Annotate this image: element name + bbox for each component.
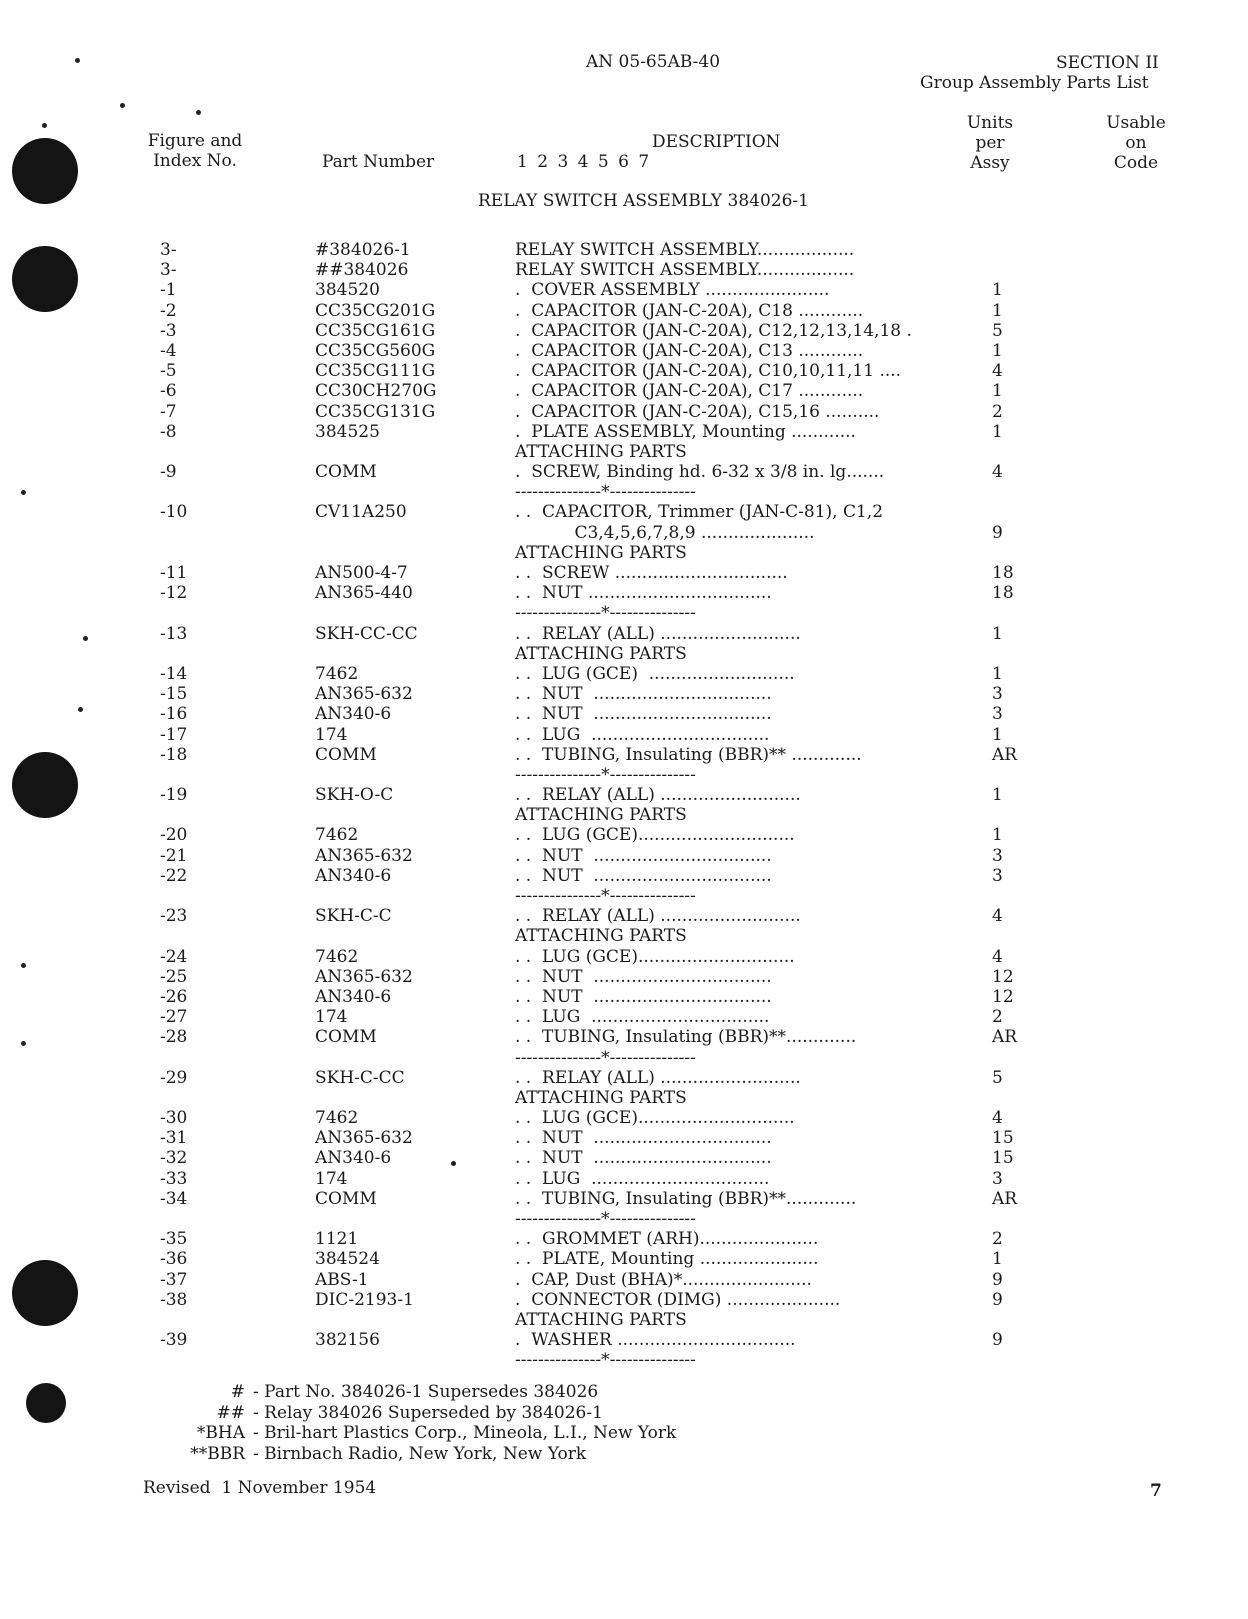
figure-index-cell: -26 <box>160 986 188 1007</box>
table-row <box>0 523 1248 543</box>
part-number-cell: AN340-6 <box>315 704 392 725</box>
table-row <box>0 1330 1248 1350</box>
description-cell: . WASHER ................................. <box>515 1330 796 1351</box>
description-cell: ATTACHING PARTS <box>515 926 687 947</box>
units-cell: 4 <box>992 1108 1003 1129</box>
description-cell: . . LUG (GCE)............................. <box>515 1108 795 1129</box>
table-row <box>0 603 1248 623</box>
table-row <box>0 866 1248 886</box>
figure-index-cell: -4 <box>160 340 177 361</box>
table-row <box>0 1189 1248 1209</box>
table-row <box>0 825 1248 845</box>
units-cell: 1 <box>992 381 1003 402</box>
footnote-symbol: *BHA <box>196 1423 245 1443</box>
figure-index-cell: -27 <box>160 1007 188 1028</box>
units-cell: 15 <box>992 1128 1014 1149</box>
figure-index-cell: -3 <box>160 320 177 341</box>
description-cell: C3,4,5,6,7,8,9 ..................... <box>515 522 815 543</box>
description-cell: . . NUT ................................. <box>515 1128 772 1149</box>
part-number-cell: COMM <box>315 744 377 765</box>
part-number-cell: SKH-C-CC <box>315 1067 405 1088</box>
punch-hole <box>26 1383 66 1423</box>
description-cell: . . CAPACITOR, Trimmer (JAN-C-81), C1,2 <box>515 502 884 523</box>
table-row <box>0 361 1248 381</box>
part-number-cell: AN340-6 <box>315 865 392 886</box>
figure-index-cell: -30 <box>160 1108 188 1129</box>
description-cell: . CAPACITOR (JAN-C-20A), C15,16 .......... <box>515 401 880 422</box>
description-cell: . SCREW, Binding hd. 6-32 x 3/8 in. lg....... <box>515 462 885 483</box>
table-row <box>0 321 1248 341</box>
footnote-symbol: # <box>230 1382 245 1402</box>
part-number-cell: CC35CG131G <box>315 401 436 422</box>
figure-index-cell: -37 <box>160 1269 188 1290</box>
table-row <box>0 785 1248 805</box>
footnote-text: - Relay 384026 Superseded by 384026-1 <box>253 1402 603 1423</box>
speck <box>75 58 80 63</box>
punch-hole <box>12 138 78 204</box>
figure-index-cell: -10 <box>160 502 188 523</box>
parts-list <box>0 240 1248 1371</box>
speck <box>120 103 125 108</box>
part-number-cell: 384520 <box>315 280 380 301</box>
part-number-cell: AN365-440 <box>315 583 413 604</box>
units-cell: 3 <box>992 865 1003 886</box>
units-cell: 2 <box>992 1007 1003 1028</box>
description-cell: ---------------*--------------- <box>515 1209 696 1229</box>
table-row <box>0 1310 1248 1330</box>
part-number-cell: AN365-632 <box>315 966 413 987</box>
description-cell: . . RELAY (ALL) .......................... <box>515 785 801 806</box>
part-number-cell: AN340-6 <box>315 1148 392 1169</box>
column-header-line: per <box>975 133 1005 153</box>
column-header-line: Code <box>1113 153 1159 173</box>
table-row <box>0 260 1248 280</box>
table-row <box>0 805 1248 825</box>
units-cell: 15 <box>992 1148 1014 1169</box>
units-cell: 18 <box>992 563 1014 583</box>
description-cell: . . LUG (GCE)............................. <box>515 825 795 846</box>
figure-index-cell: -38 <box>160 1289 188 1310</box>
description-cell: RELAY SWITCH ASSEMBLY.................. <box>515 240 855 260</box>
figure-index-cell: -9 <box>160 462 177 483</box>
figure-index-cell: -15 <box>160 684 188 705</box>
description-cell: . . NUT ................................. <box>515 966 772 987</box>
figure-index-cell: -19 <box>160 785 188 806</box>
units-cell: 9 <box>992 522 1003 543</box>
table-row <box>0 1108 1248 1128</box>
column-header-line: on <box>1125 133 1147 153</box>
table-row <box>0 1249 1248 1269</box>
revision-date: Revised 1 November 1954 <box>143 1478 377 1498</box>
part-number-cell: 1121 <box>315 1229 359 1250</box>
units-cell: 1 <box>992 340 1003 361</box>
units-cell: 2 <box>992 401 1003 422</box>
table-row <box>0 301 1248 321</box>
part-number-cell: SKH-CC-CC <box>315 623 418 644</box>
part-number-cell: ABS-1 <box>315 1269 369 1290</box>
units-cell: 3 <box>992 684 1003 705</box>
description-cell: . . TUBING, Insulating (BBR)**............. <box>515 1027 857 1048</box>
table-row <box>0 926 1248 946</box>
table-row <box>0 502 1248 522</box>
table-row <box>0 543 1248 563</box>
description-cell: . . NUT ................................. <box>515 986 772 1007</box>
description-cell: . . GROMMET (ARH)...................... <box>515 1229 819 1250</box>
table-row <box>0 1128 1248 1148</box>
table-row <box>0 462 1248 482</box>
units-cell: AR <box>992 1188 1018 1209</box>
table-row <box>0 1027 1248 1047</box>
units-cell: 1 <box>992 825 1003 846</box>
description-cell: ATTACHING PARTS <box>515 1309 687 1330</box>
part-number-cell: COMM <box>315 1188 377 1209</box>
description-cell: . . NUT ................................. <box>515 845 772 866</box>
part-number-cell: ##384026 <box>315 260 409 281</box>
table-row <box>0 846 1248 866</box>
figure-index-cell: -12 <box>160 583 188 604</box>
units-cell: 5 <box>992 1067 1003 1088</box>
part-number-cell: CC35CG201G <box>315 300 436 321</box>
page-number: 7 <box>1150 1481 1162 1501</box>
description-cell: . . SCREW ................................ <box>515 563 788 583</box>
table-row <box>0 1290 1248 1310</box>
figure-index-cell: -16 <box>160 704 188 725</box>
description-cell: ---------------*--------------- <box>515 1350 696 1371</box>
description-cell: . . PLATE, Mounting ...................... <box>515 1249 819 1270</box>
figure-index-cell: -36 <box>160 1249 188 1270</box>
units-cell: 12 <box>992 986 1014 1007</box>
description-cell: RELAY SWITCH ASSEMBLY.................. <box>515 260 855 281</box>
table-row <box>0 1088 1248 1108</box>
units-cell: AR <box>992 744 1018 765</box>
table-row <box>0 280 1248 300</box>
description-cell: . . NUT .................................. <box>515 583 772 604</box>
table-row <box>0 684 1248 704</box>
table-row <box>0 745 1248 765</box>
table-row <box>0 402 1248 422</box>
description-cell: . . TUBING, Insulating (BBR)** ............. <box>515 744 862 765</box>
figure-index-cell: 3- <box>160 240 177 260</box>
units-cell: 1 <box>992 724 1003 745</box>
description-cell: ATTACHING PARTS <box>515 643 687 664</box>
figure-index-cell: -6 <box>160 381 177 402</box>
description-cell: . . TUBING, Insulating (BBR)**............. <box>515 1188 857 1209</box>
units-cell: 4 <box>992 361 1003 382</box>
table-row <box>0 987 1248 1007</box>
part-number-cell: COMM <box>315 462 377 483</box>
description-cell: ATTACHING PARTS <box>515 542 687 563</box>
part-number-cell: SKH-O-C <box>315 785 394 806</box>
column-header-line: Index No. <box>153 151 237 171</box>
section-title: Group Assembly Parts List <box>920 73 1149 93</box>
part-number-cell: #384026-1 <box>315 240 411 260</box>
part-number-cell: AN500-4-7 <box>315 563 408 583</box>
units-cell: 1 <box>992 300 1003 321</box>
table-row <box>0 624 1248 644</box>
figure-index-cell: -39 <box>160 1330 188 1351</box>
table-row <box>0 583 1248 603</box>
footnote-text: - Bril-hart Plastics Corp., Mineola, L.I., New York <box>253 1423 677 1443</box>
column-header-levels: 1 2 3 4 5 6 7 <box>517 152 650 172</box>
units-cell: 2 <box>992 1229 1003 1250</box>
table-row <box>0 664 1248 684</box>
description-cell: . PLATE ASSEMBLY, Mounting ............ <box>515 421 856 442</box>
column-header-line: Units <box>966 113 1014 133</box>
table-row <box>0 1048 1248 1068</box>
description-cell: . COVER ASSEMBLY ....................... <box>515 280 830 301</box>
part-number-cell: CC35CG161G <box>315 320 436 341</box>
assembly-title: RELAY SWITCH ASSEMBLY 384026-1 <box>478 191 809 211</box>
doc-number: AN 05-65AB-40 <box>586 52 721 72</box>
column-header-line: Figure and <box>147 131 243 151</box>
part-number-cell: CC35CG560G <box>315 340 436 361</box>
table-row <box>0 967 1248 987</box>
description-cell: ---------------*--------------- <box>515 886 696 906</box>
table-row <box>0 1209 1248 1229</box>
table-row <box>0 482 1248 502</box>
units-cell: 4 <box>992 946 1003 967</box>
description-cell: . CAPACITOR (JAN-C-20A), C12,12,13,14,18 . <box>515 320 912 341</box>
figure-index-cell: -11 <box>160 563 188 583</box>
table-row <box>0 1068 1248 1088</box>
table-row <box>0 1169 1248 1189</box>
units-cell: 12 <box>992 966 1014 987</box>
footnote-text: - Birnbach Radio, New York, New York <box>253 1443 587 1464</box>
description-cell: . CAPACITOR (JAN-C-20A), C17 ............ <box>515 381 864 402</box>
units-cell: 1 <box>992 663 1003 684</box>
description-cell: . . LUG ................................. <box>515 724 770 745</box>
column-header-figure-index <box>130 131 260 171</box>
part-number-cell: 7462 <box>315 825 359 846</box>
part-number-cell: AN365-632 <box>315 684 413 705</box>
part-number-cell: 384524 <box>315 1249 380 1270</box>
table-row <box>0 1229 1248 1249</box>
part-number-cell: AN340-6 <box>315 986 392 1007</box>
description-cell: ---------------*--------------- <box>515 1047 696 1068</box>
units-cell: 1 <box>992 785 1003 806</box>
figure-index-cell: -1 <box>160 280 177 301</box>
figure-index-cell: -8 <box>160 421 177 442</box>
column-header-description: DESCRIPTION <box>652 132 781 152</box>
description-cell: . CAPACITOR (JAN-C-20A), C10,10,11,11 .... <box>515 361 902 382</box>
part-number-cell: 174 <box>315 1168 348 1189</box>
description-cell: . . LUG (GCE) ........................... <box>515 663 795 684</box>
figure-index-cell: -34 <box>160 1188 188 1209</box>
table-row <box>0 886 1248 906</box>
units-cell: 4 <box>992 906 1003 927</box>
column-header-line: Assy <box>970 153 1010 173</box>
table-row <box>0 381 1248 401</box>
units-cell: 4 <box>992 462 1003 483</box>
figure-index-cell: -18 <box>160 744 188 765</box>
part-number-cell: AN365-632 <box>315 845 413 866</box>
description-cell: . . NUT ................................. <box>515 704 772 725</box>
table-row <box>0 1270 1248 1290</box>
figure-index-cell: -5 <box>160 361 177 382</box>
figure-index-cell: -21 <box>160 845 188 866</box>
part-number-cell: 7462 <box>315 1108 359 1129</box>
figure-index-cell: -2 <box>160 300 177 321</box>
description-cell: . . NUT ................................. <box>515 1148 772 1169</box>
figure-index-cell: -29 <box>160 1067 188 1088</box>
units-cell: 1 <box>992 280 1003 301</box>
part-number-cell: 174 <box>315 724 348 745</box>
column-header-usable <box>1094 113 1178 173</box>
table-row <box>0 1350 1248 1370</box>
description-cell: ---------------*--------------- <box>515 603 696 624</box>
figure-index-cell: -32 <box>160 1148 188 1169</box>
units-cell: 1 <box>992 623 1003 644</box>
description-cell: . . NUT ................................. <box>515 684 772 705</box>
units-cell: 3 <box>992 845 1003 866</box>
part-number-cell: AN365-632 <box>315 1128 413 1149</box>
units-cell: 9 <box>992 1269 1003 1290</box>
column-header-units <box>950 113 1030 173</box>
figure-index-cell: -17 <box>160 724 188 745</box>
units-cell: 3 <box>992 1168 1003 1189</box>
description-cell: . CAPACITOR (JAN-C-20A), C13 ............ <box>515 340 864 361</box>
part-number-cell: CC35CG111G <box>315 361 436 382</box>
part-number-cell: 7462 <box>315 663 359 684</box>
description-cell: . . RELAY (ALL) .......................... <box>515 623 801 644</box>
footnote-symbol: **BBR <box>190 1443 245 1464</box>
description-cell: . CAPACITOR (JAN-C-20A), C18 ............ <box>515 300 864 321</box>
description-cell: . CONNECTOR (DIMG) ..................... <box>515 1289 841 1310</box>
table-row <box>0 422 1248 442</box>
figure-index-cell: -28 <box>160 1027 188 1048</box>
table-row <box>0 1007 1248 1027</box>
part-number-cell: 384525 <box>315 421 380 442</box>
units-cell: 9 <box>992 1289 1003 1310</box>
column-header-line: Usable <box>1106 113 1166 133</box>
table-row <box>0 725 1248 745</box>
figure-index-cell: -20 <box>160 825 188 846</box>
speck <box>42 123 47 128</box>
figure-index-cell: -7 <box>160 401 177 422</box>
units-cell: 1 <box>992 421 1003 442</box>
description-cell: ATTACHING PARTS <box>515 441 687 462</box>
figure-index-cell: -35 <box>160 1229 188 1250</box>
part-number-cell: COMM <box>315 1027 377 1048</box>
description-cell: . . NUT ................................. <box>515 865 772 886</box>
section-label: SECTION II <box>1056 53 1159 73</box>
figure-index-cell: -33 <box>160 1168 188 1189</box>
part-number-cell: 174 <box>315 1007 348 1028</box>
units-cell: AR <box>992 1027 1018 1048</box>
footnote-symbol: ## <box>216 1402 245 1423</box>
table-row <box>0 1148 1248 1168</box>
part-number-cell: CV11A250 <box>315 502 407 523</box>
part-number-cell: 382156 <box>315 1330 380 1351</box>
description-cell: ---------------*--------------- <box>515 764 696 785</box>
units-cell: 5 <box>992 320 1003 341</box>
table-row <box>0 704 1248 724</box>
description-cell: ATTACHING PARTS <box>515 1087 687 1108</box>
footnote-text: - Part No. 384026-1 Supersedes 384026 <box>253 1382 599 1402</box>
table-row <box>0 947 1248 967</box>
table-row <box>0 644 1248 664</box>
figure-index-cell: 3- <box>160 260 177 281</box>
part-number-cell: DIC-2193-1 <box>315 1289 414 1310</box>
table-row <box>0 442 1248 462</box>
description-cell: . . RELAY (ALL) .......................... <box>515 1067 801 1088</box>
part-number-cell: 7462 <box>315 946 359 967</box>
description-cell: . . LUG (GCE)............................. <box>515 946 795 967</box>
part-number-cell: CC30CH270G <box>315 381 437 402</box>
description-cell: . CAP, Dust (BHA)*........................ <box>515 1269 812 1290</box>
figure-index-cell: -25 <box>160 966 188 987</box>
figure-index-cell: -23 <box>160 906 188 927</box>
description-cell: . . LUG ................................. <box>515 1168 770 1189</box>
description-cell: . . RELAY (ALL) .......................... <box>515 906 801 927</box>
description-cell: . . LUG ................................. <box>515 1007 770 1028</box>
table-row <box>0 341 1248 361</box>
units-cell: 18 <box>992 583 1014 604</box>
speck <box>196 110 201 115</box>
table-row <box>0 563 1248 583</box>
description-cell: ---------------*--------------- <box>515 482 696 503</box>
part-number-cell: SKH-C-C <box>315 906 392 927</box>
figure-index-cell: -13 <box>160 623 188 644</box>
figure-index-cell: -31 <box>160 1128 188 1149</box>
table-row <box>0 765 1248 785</box>
table-row <box>0 240 1248 260</box>
column-header-part-number: Part Number <box>322 152 435 172</box>
units-cell: 9 <box>992 1330 1003 1351</box>
units-cell: 1 <box>992 1249 1003 1270</box>
table-row <box>0 906 1248 926</box>
figure-index-cell: -24 <box>160 946 188 967</box>
figure-index-cell: -14 <box>160 663 188 684</box>
figure-index-cell: -22 <box>160 865 188 886</box>
units-cell: 3 <box>992 704 1003 725</box>
description-cell: ATTACHING PARTS <box>515 805 687 826</box>
